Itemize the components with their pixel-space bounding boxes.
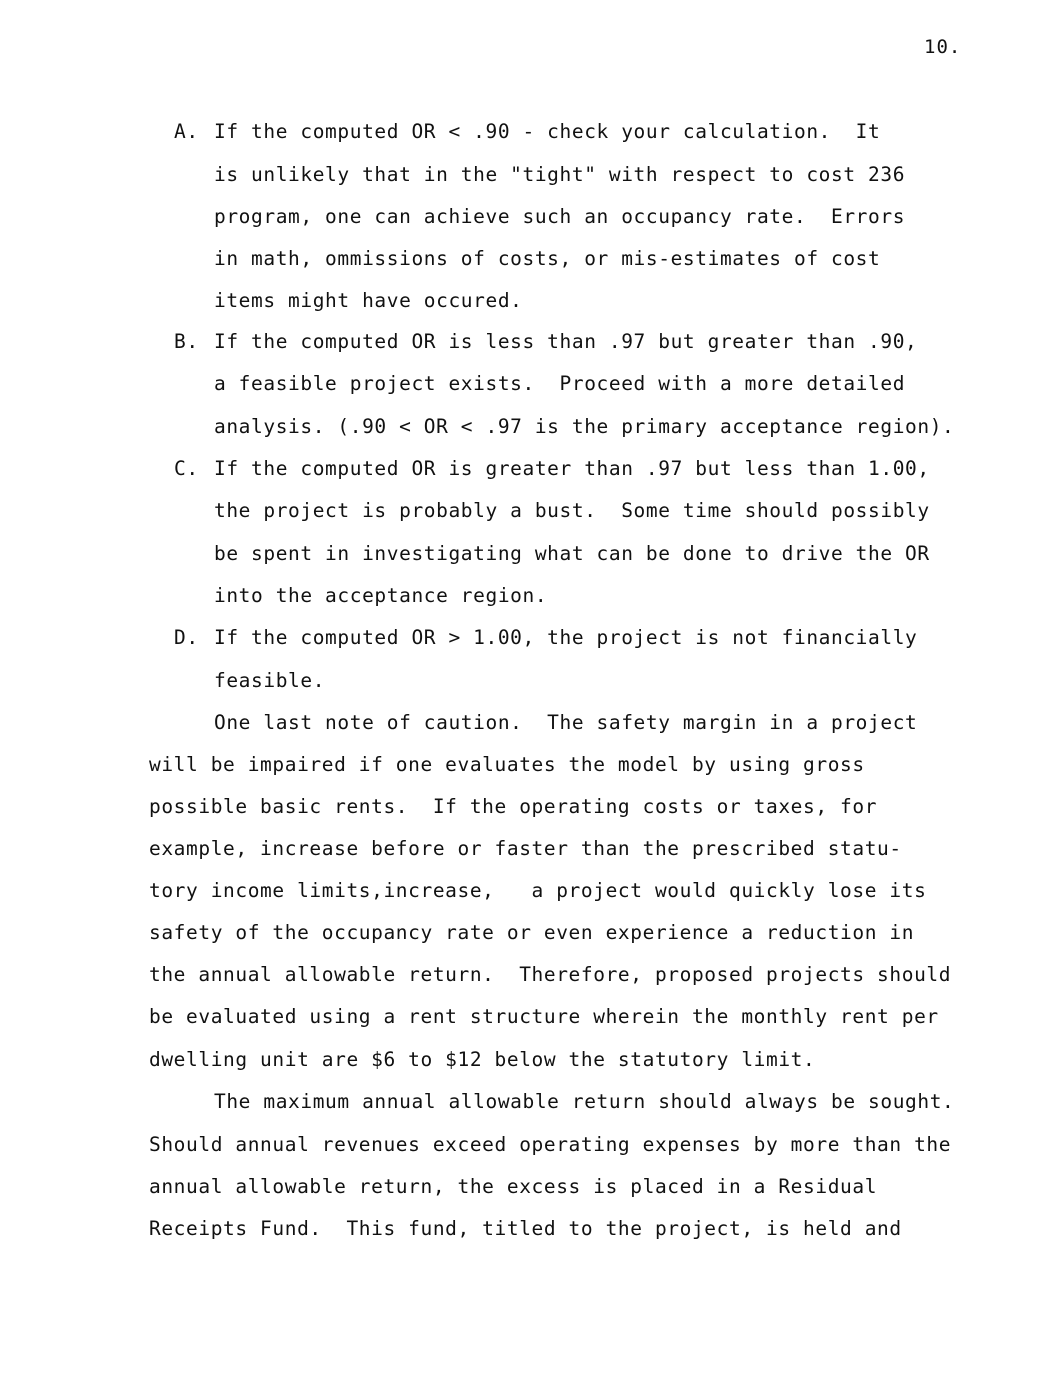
paragraph-line: annual allowable return, the excess is placed in a Residual [149,1175,878,1198]
list-item-marker: D. [174,626,199,649]
paragraph-line: be evaluated using a rent structure wherein the monthly rent per [149,1005,939,1028]
paragraph-line: the annual allowable return. Therefore, proposed projects should [149,963,952,986]
list-item-line: If the computed OR is less than .97 but greater than .90, [214,330,918,353]
list-item-line: be spent in investigating what can be done to drive the OR [214,542,930,565]
list-item-line: is unlikely that in the "tight" with respect to cost 236 [214,163,906,186]
paragraph-line: One last note of caution. The safety margin in a project [214,711,918,734]
paragraph-line: safety of the occupancy rate or even experience a reduction in [149,921,915,944]
list-item-line: If the computed OR is greater than .97 but less than 1.00, [214,457,930,480]
paragraph-line: Receipts Fund. This fund, titled to the project, is held and [149,1217,902,1240]
list-item-line: If the computed OR < .90 - check your calculation. It [214,120,881,143]
list-item-line: program, one can achieve such an occupancy rate. Errors [214,205,906,228]
paragraph-line: will be impaired if one evaluates the model by using gross [149,753,865,776]
list-item-marker: A. [174,120,199,143]
list-item-line: items might have occured. [214,289,523,312]
paragraph-line: Should annual revenues exceed operating expenses by more than the [149,1133,952,1156]
list-item-marker: B. [174,330,199,353]
list-item-line: a feasible project exists. Proceed with a more detailed [214,372,906,395]
paragraph-line: tory income limits,increase, a project would quickly lose its [149,879,927,902]
paragraph-line: dwelling unit are $6 to $12 below the statutory limit. [149,1048,816,1071]
list-item-line: in math, ommissions of costs, or mis-estimates of cost [214,247,881,270]
page-number: 10. [924,36,962,58]
list-item-line: the project is probably a bust. Some time should possibly [214,499,930,522]
paragraph-line: possible basic rents. If the operating costs or taxes, for [149,795,878,818]
paragraph-line: example, increase before or faster than the prescribed statu- [149,837,902,860]
list-item-line: analysis. (.90 < OR < .97 is the primary acceptance region). [214,415,955,438]
list-item-line: feasible. [214,669,326,692]
list-item-marker: C. [174,457,199,480]
list-item-line: into the acceptance region. [214,584,548,607]
list-item-line: If the computed OR > 1.00, the project is not financially [214,626,918,649]
paragraph-line: The maximum annual allowable return should always be sought. [214,1090,955,1113]
